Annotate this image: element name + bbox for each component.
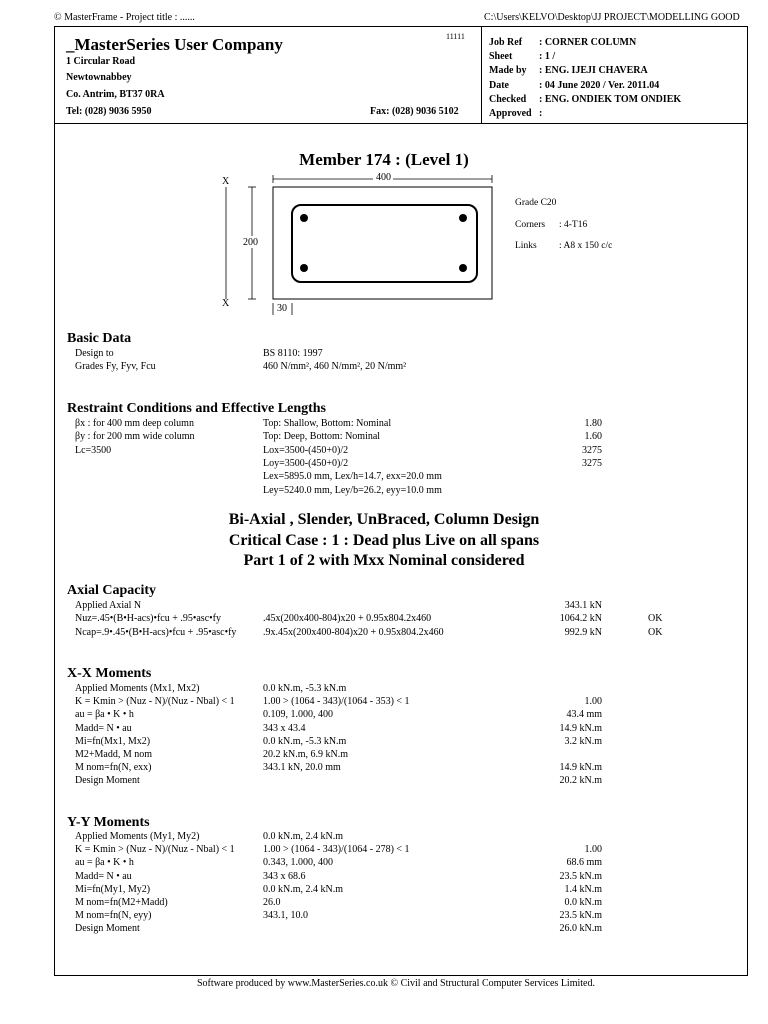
yy-value: 26.0 kN.m: [559, 923, 602, 935]
xx-label: Applied Moments (Mx1, Mx2): [75, 683, 200, 694]
axial-value: 1064.2 kN: [559, 613, 602, 625]
xx-mid: 0.0 kN.m, -5.3 kN.m: [263, 683, 347, 694]
restraint-mid: Top: Deep, Bottom: Nominal: [263, 431, 381, 443]
restraint-value: 3275: [582, 457, 602, 469]
job-info-value: : CORNER COLUMN: [539, 37, 637, 48]
xx-mid: 0.109, 1.000, 400: [263, 709, 333, 721]
column-section-drawing: [215, 170, 515, 320]
restraint-value: 1.60: [584, 431, 602, 443]
axis-label-bottom: X: [222, 298, 230, 309]
company-fax: Fax: (028) 9036 5102: [370, 106, 459, 117]
width-dimension: 400: [376, 172, 391, 183]
xx-value: 3.2 kN.m: [564, 735, 602, 747]
xx-mid: 20.2 kN.m, 6.9 kN.m: [263, 749, 348, 760]
axis-label-top: X: [222, 176, 230, 187]
top-bar-path: C:\Users\KELVO\Desktop\JJ PROJECT\MODELLING GOOD: [484, 12, 740, 23]
xx-value: 43.4 mm: [566, 709, 602, 721]
footer-credit: Software produced by www.MasterSeries.co.uk © Civil and Structural Computer Services Limited.: [197, 978, 595, 989]
axial-mid: .9x.45x(200x400-804)x20 + 0.95x804.2x460: [263, 626, 444, 638]
yy-label: Design Moment: [75, 923, 140, 935]
rebar-bottom-right: [459, 264, 467, 272]
axial-mid: .45x(200x400-804)x20 + 0.95x804.2x460: [263, 613, 432, 625]
basic_data-label: Design to: [75, 348, 114, 359]
xx-mid: 1.00 > (1064 - 343)/(1064 - 353) < 1: [263, 696, 410, 708]
header-column-divider: [481, 27, 482, 123]
xx-label: Design Moment: [75, 775, 140, 787]
design-title-line-2: Critical Case : 1 : Dead plus Live on all spans: [228, 532, 540, 549]
header-divider: [54, 123, 748, 124]
yy-label: Madd= N • au: [75, 870, 132, 882]
job-info-value: : 04 June 2020 / Ver. 2011.04: [539, 79, 660, 91]
axial-value: 992.9 kN: [564, 626, 602, 638]
yy-label: Mi=fn(My1, My2): [75, 883, 151, 895]
yy-value: 23.5 kN.m: [559, 870, 602, 882]
restraint-value: 3275: [582, 444, 602, 456]
xx-heading: X-X Moments: [67, 666, 152, 681]
restraint-mid: Lox=3500-(450+0)/2: [263, 444, 349, 456]
member-title: Member 174 : (Level 1): [299, 150, 469, 169]
yy-value: 1.00: [584, 844, 602, 856]
design-title-line-1: Bi-Axial , Slender, UnBraced, Column Design: [228, 511, 540, 528]
restraint-heading: Restraint Conditions and Effective Lengths: [67, 401, 327, 416]
yy-value: 23.5 kN.m: [559, 910, 602, 922]
xx-value: 14.9 kN.m: [559, 722, 602, 734]
restraint-mid: Lex=5895.0 mm, Lex/h=14.7, exx=20.0 mm: [263, 471, 442, 483]
xx-mid: 343.1 kN, 20.0 mm: [263, 762, 341, 774]
company-code: 11111: [446, 32, 465, 41]
company-name: _MasterSeries User Company: [66, 35, 283, 54]
company-address-1: 1 Circular Road: [66, 56, 136, 67]
restraint-label: βx : for 400 mm deep column: [75, 418, 194, 429]
yy-label: Applied Moments (My1, My2): [75, 831, 200, 842]
xx-label: M nom=fn(N, exx): [75, 762, 152, 774]
yy-mid: 26.0: [263, 897, 281, 908]
restraint-mid: Top: Shallow, Bottom: Nominal: [263, 418, 392, 429]
links-value: : A8 x 150 c/c: [559, 241, 613, 251]
depth-dimension: 200: [243, 237, 258, 248]
yy-mid: 0.343, 1.000, 400: [263, 857, 333, 869]
basic-data-heading: Basic Data: [67, 331, 132, 346]
job-info-value: : ENG. IJEJI CHAVERA: [539, 65, 648, 77]
concrete-grade: Grade C20: [515, 198, 557, 208]
job-info-label: Checked: [489, 93, 527, 105]
company-tel: Tel: (028) 9036 5950: [66, 106, 152, 117]
axial-heading: Axial Capacity: [67, 583, 157, 598]
rebar-top-left: [300, 214, 308, 222]
yy-value: 0.0 kN.m: [564, 897, 602, 908]
yy-mid: 343.1, 10.0: [263, 910, 308, 922]
basic_data-value: BS 8110: 1997: [263, 348, 323, 359]
basic_data-value: 460 N/mm², 460 N/mm², 20 N/mm²: [263, 361, 407, 372]
xx-label: M2+Madd, M nom: [75, 749, 153, 760]
rebar-bottom-left: [300, 264, 308, 272]
job-info-label: Approved: [489, 108, 532, 119]
xx-label: K = Kmin > (Nuz - N)/(Nuz - Nbal) < 1: [75, 696, 235, 708]
yy-mid: 0.0 kN.m, 2.4 kN.m: [263, 883, 343, 895]
links-label: Links: [515, 241, 537, 251]
job-info-label: Date: [489, 79, 509, 91]
yy-mid: 1.00 > (1064 - 343)/(1064 - 278) < 1: [263, 844, 410, 856]
xx-label: Mi=fn(Mx1, Mx2): [75, 735, 151, 747]
yy-label: M nom=fn(N, eyy): [75, 910, 152, 922]
restraint-label: βy : for 200 mm wide column: [75, 431, 195, 443]
xx-value: 14.9 kN.m: [559, 762, 602, 774]
yy-heading: Y-Y Moments: [67, 815, 150, 830]
restraint-value: 1.80: [584, 418, 602, 429]
axial-ok: OK: [648, 626, 663, 638]
job-info-label: Job Ref: [489, 37, 523, 48]
job-info-label: Sheet: [489, 51, 513, 63]
xx-mid: 343 x 43.4: [263, 722, 306, 734]
axial-label: Ncap=.9•.45•(B•H-acs)•fcu + .95•asc•fy: [75, 626, 237, 638]
job-info-value: : ENG. ONDIEK TOM ONDIEK: [539, 93, 682, 105]
restraint-label: Lc=3500: [75, 444, 112, 456]
job-info-value: : 1 /: [539, 51, 556, 63]
yy-value: 1.4 kN.m: [564, 883, 602, 895]
axial-label: Nuz=.45•(B•H-acs)•fcu + .95•asc•fy: [75, 613, 221, 625]
corners-label: Corners: [515, 220, 546, 230]
yy-label: au = βa • K • h: [75, 857, 134, 869]
restraint-mid: Ley=5240.0 mm, Ley/b=26.2, eyy=10.0 mm: [263, 484, 442, 496]
xx-value: 20.2 kN.m: [559, 775, 602, 787]
xx-label: au = βa • K • h: [75, 709, 134, 721]
yy-mid: 0.0 kN.m, 2.4 kN.m: [263, 831, 343, 842]
yy-mid: 343 x 68.6: [263, 870, 306, 882]
job-info-value: :: [539, 108, 543, 119]
company-address-3: Co. Antrim, BT37 0RA: [66, 89, 165, 100]
yy-value: 68.6 mm: [566, 857, 602, 869]
axial-label: Applied Axial N: [75, 600, 142, 611]
xx-value: 1.00: [584, 696, 602, 708]
axial-value: 343.1 kN: [564, 600, 602, 611]
corners-value: : 4-T16: [559, 220, 588, 230]
design-title-line-3: Part 1 of 2 with Mxx Nominal considered: [243, 552, 525, 569]
top-bar-left: © MasterFrame - Project title : ......: [54, 12, 195, 23]
axial-ok: OK: [648, 613, 663, 625]
company-address-2: Newtownabbey: [66, 72, 132, 83]
rebar-top-right: [459, 214, 467, 222]
job-info-label: Made by: [489, 65, 527, 77]
xx-label: Madd= N • au: [75, 722, 132, 734]
yy-label: K = Kmin > (Nuz - N)/(Nuz - Nbal) < 1: [75, 844, 235, 856]
basic_data-label: Grades Fy, Fyv, Fcu: [75, 361, 156, 372]
yy-label: M nom=fn(M2+Madd): [75, 897, 168, 908]
xx-mid: 0.0 kN.m, -5.3 kN.m: [263, 735, 347, 747]
restraint-mid: Loy=3500-(450+0)/2: [263, 457, 349, 469]
cover-dimension: 30: [277, 303, 287, 314]
